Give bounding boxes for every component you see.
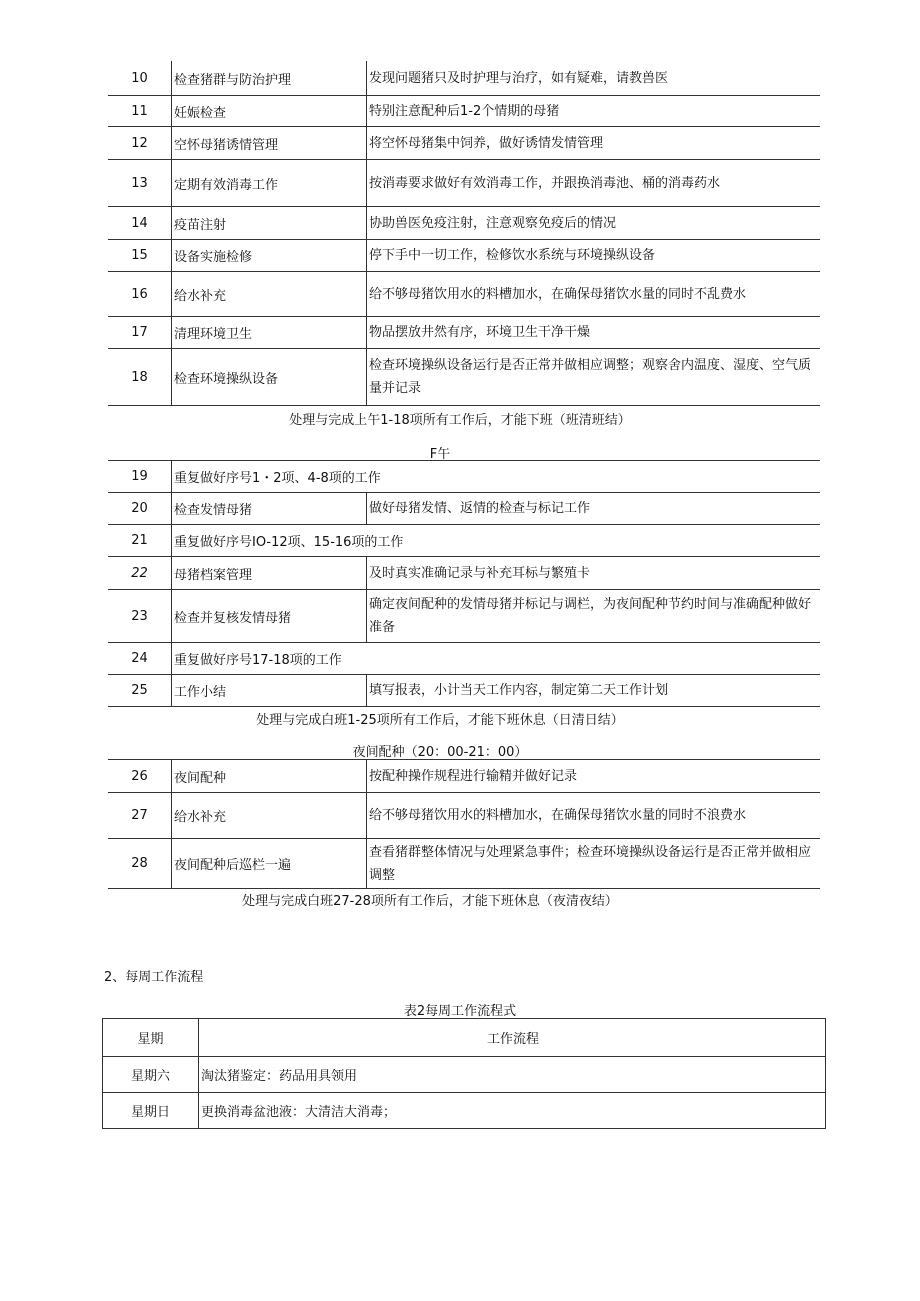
- table-row: [108, 793, 820, 839]
- row-task: 检查环境操纵设备: [171, 349, 366, 405]
- table-row: [108, 460, 820, 493]
- table-row: [108, 839, 820, 889]
- row-task: 空怀母猪诱情管理: [171, 127, 366, 159]
- row-task: 设备实施检修: [171, 240, 366, 271]
- table-row: [108, 643, 820, 675]
- table-row: [108, 557, 820, 590]
- row-description: 填写报表，小计当天工作内容，制定第二天工作计划: [366, 675, 820, 706]
- row-number: 12: [131, 135, 148, 151]
- table-header-row: [103, 1019, 826, 1057]
- table-row: [108, 96, 820, 127]
- row-number: 14: [131, 215, 148, 231]
- afternoon-title: F午: [429, 447, 451, 462]
- row-number: 28: [131, 856, 148, 871]
- row-task: 给水补充: [171, 793, 366, 838]
- weekday-cell: 星期六: [103, 1057, 199, 1093]
- table-caption: 表2每周工作流程式: [403, 1004, 517, 1019]
- row-description: 给不够母猪饮用水的料槽加水，在确保母猪饮水量的同时不浪费水: [366, 793, 820, 838]
- row-description: 停下手中一切工作，检修饮水系统与环境操纵设备: [366, 240, 820, 271]
- row-task: 母猪档案管理: [171, 557, 366, 589]
- row-description: 协助兽医免疫注射，注意观察免疫后的情况: [366, 207, 820, 239]
- table-row: [108, 207, 820, 240]
- table-row: [108, 759, 820, 793]
- row-description: 将空怀母猪集中饲养，做好诱情发情管理: [366, 127, 820, 159]
- row-task: 检查发情母猪: [171, 493, 366, 524]
- table-row: [108, 317, 820, 349]
- weekday-cell: 星期日: [103, 1093, 199, 1129]
- row-number: 15: [131, 248, 148, 263]
- row-description: 做好母猪发情、返情的检查与标记工作: [366, 493, 820, 524]
- row-task: 妊娠检查: [171, 96, 366, 126]
- row-task: 重复做好序号17-18项的工作: [171, 643, 820, 674]
- table-row: [103, 1057, 826, 1093]
- row-number: 11: [131, 103, 148, 119]
- row-number: 16: [131, 286, 148, 302]
- table-row: [108, 493, 820, 525]
- row-description: 按消毒要求做好有效消毒工作，并跟换消毒池、桶的消毒药水: [366, 160, 820, 206]
- row-task: 定期有效消毒工作: [171, 160, 366, 206]
- row-task: 给水补充: [171, 272, 366, 316]
- row-description: 及时真实准确记录与补充耳标与繁殖卡: [366, 557, 820, 589]
- table-row: [108, 240, 820, 272]
- row-number: 20: [131, 501, 148, 516]
- row-description: 查看猪群整体情况与处理紧急事件；检查环境操纵设备运行是否正常并做相应调整: [366, 839, 820, 888]
- row-number: 21: [131, 533, 148, 548]
- row-number: 25: [131, 683, 148, 698]
- row-task: 重复做好序号1・2项、4-8项的工作: [171, 461, 820, 492]
- row-number: 27: [131, 808, 148, 823]
- table-row: [108, 61, 820, 96]
- table-row: [108, 127, 820, 160]
- row-task: 检查并复核发情母猪: [171, 590, 366, 642]
- header-flow: 工作流程: [199, 1019, 826, 1057]
- table-row: [108, 675, 820, 707]
- row-description: 按配种操作规程进行输精并做好记录: [366, 760, 820, 792]
- row-number: 17: [131, 325, 148, 340]
- row-task: 疫苗注射: [171, 207, 366, 239]
- row-task: 工作小结: [171, 675, 366, 706]
- section-heading: 2、每周工作流程: [104, 970, 204, 985]
- table-row: [108, 160, 820, 207]
- row-description: 发现问题猪只及时护理与治疗，如有疑难，请教兽医: [366, 61, 820, 95]
- row-description: 特别注意配种后1-2个情期的母猪: [366, 96, 820, 126]
- row-number: 13: [131, 175, 148, 191]
- row-task: 夜间配种: [171, 760, 366, 792]
- table-row: [108, 272, 820, 317]
- row-number: 10: [131, 70, 148, 86]
- row-description: 检查环境操纵设备运行是否正常并做相应调整；观察舍内温度、湿度、空气质量并记录: [366, 349, 820, 405]
- row-number: 19: [131, 469, 148, 484]
- row-number: 24: [131, 651, 148, 666]
- header-day: 星期: [103, 1019, 199, 1057]
- row-description: 确定夜间配种的发情母猪并标记与调栏，为夜间配种节约时间与准确配种做好准备: [366, 590, 820, 642]
- afternoon-note: 处理与完成白班1-25项所有工作后，才能下班休息（日清日结）: [256, 713, 624, 728]
- weekly-table: [102, 1018, 826, 1129]
- row-task: 检查猪群与防治护理: [171, 61, 366, 95]
- workflow-cell: 淘汰猪鉴定：药品用具领用: [199, 1057, 826, 1093]
- row-number: 18: [131, 369, 148, 385]
- row-number: 22: [131, 565, 148, 581]
- row-description: 物品摆放井然有序，环境卫生干净干燥: [366, 317, 820, 348]
- row-task: 清理环境卫生: [171, 317, 366, 348]
- row-number: 26: [131, 768, 148, 784]
- morning-note: 处理与完成上午1-18项所有工作后，才能下班（班清班结）: [289, 413, 631, 428]
- table-row: [108, 590, 820, 643]
- workflow-cell: 更换消毒盆池液：大清洁大消毒；: [199, 1093, 826, 1129]
- night-note: 处理与完成白班27-28项所有工作后，才能下班休息（夜清夜结）: [242, 894, 618, 909]
- night-title: 夜间配种（20：00-21：00）: [352, 745, 528, 760]
- table-row: [103, 1093, 826, 1129]
- table-row: [108, 525, 820, 557]
- row-number: 23: [131, 608, 148, 624]
- table-row: [108, 349, 820, 406]
- row-description: 给不够母猪饮用水的料槽加水，在确保母猪饮水量的同时不乱费水: [366, 272, 820, 316]
- row-task: 夜间配种后巡栏一遍: [171, 839, 366, 888]
- row-task: 重复做好序号IO-12项、15-16项的工作: [171, 525, 820, 556]
